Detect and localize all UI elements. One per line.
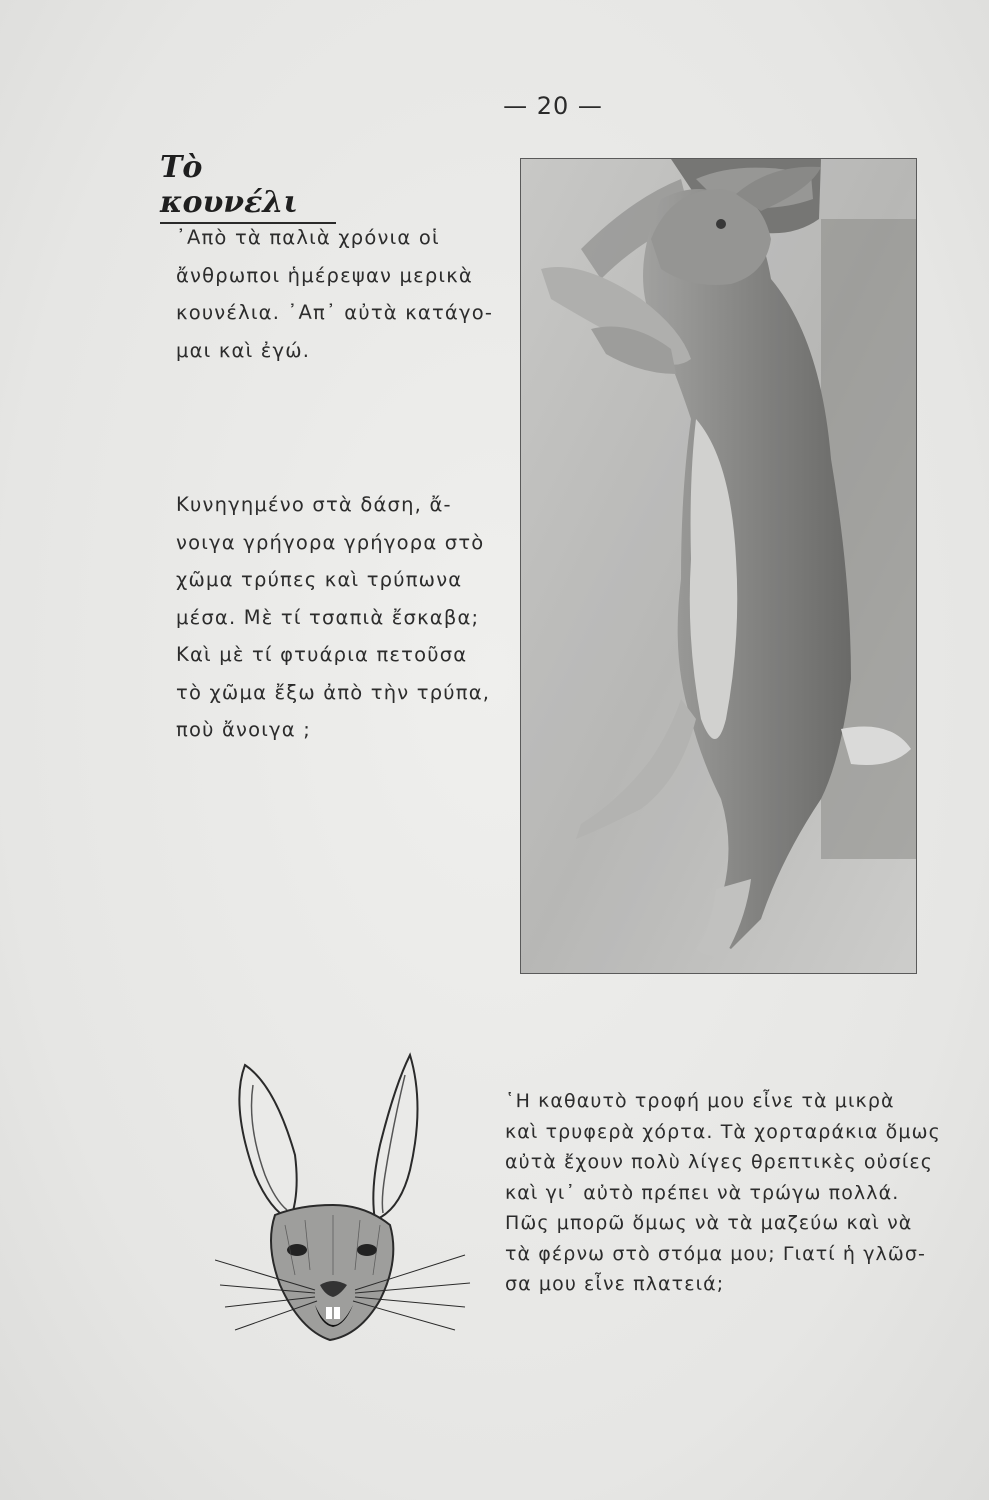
page-title: Τὸ κουνέλι	[160, 150, 336, 224]
text-line: μέσα. Μὲ τί τσαπιὰ ἔσκαβα;	[176, 605, 480, 629]
page-number: — 20 —	[503, 92, 603, 120]
text-line: ᾿Απὸ τὰ παλιὰ χρόνια οἱ	[176, 226, 440, 249]
text-line: νοιγα γρήγορα γρήγορα στὸ	[176, 530, 485, 554]
hare-photograph	[520, 158, 917, 974]
hare-photo-illustration	[521, 159, 917, 974]
text-line: κουνέλια. ᾿Απ᾿ αὐτὰ κατάγο-	[176, 301, 494, 324]
text-line: χῶμα τρύπες καὶ τρύπωνα	[176, 568, 463, 591]
text-line: καὶ τρυφερὰ χόρτα. Τὰ χορταράκια ὅμως	[505, 1120, 941, 1143]
text-line: αὐτὰ ἔχουν πολὺ λίγες θρεπτικὲς οὐσίες	[505, 1151, 933, 1173]
rabbit-head-icon	[215, 1045, 475, 1345]
text-line: ποὺ ἄνοιγα ;	[176, 718, 311, 741]
text-line: ἄνθρωποι ἡμέρεψαν μερικὰ	[176, 263, 473, 287]
text-line: σα μου εἶνε πλατειά;	[505, 1273, 725, 1295]
text-line: τὸ χῶμα ἔξω ἀπὸ τὴν τρύπα,	[176, 680, 491, 704]
rabbit-head-engraving	[215, 1045, 475, 1345]
paragraph-hunted	[176, 486, 506, 749]
text-line: μαι καὶ ἐγώ.	[176, 338, 311, 362]
text-line: Καὶ μὲ τί φτυάρια πετοῦσα	[176, 643, 468, 666]
paragraph-food	[505, 1086, 975, 1300]
text-line: τὰ φέρνω στὸ στόμα μου; Γιατί ἡ γλῶσ-	[505, 1242, 927, 1265]
text-line: καὶ γι᾿ αὐτὸ πρέπει νὰ τρώγω πολλά.	[505, 1181, 900, 1204]
paragraph-intro	[176, 219, 496, 369]
text-line: Κυνηγημένο στὰ δάση, ἄ-	[176, 493, 452, 516]
text-line: ῾Η καθαυτὸ τροφή μου εἶνε τὰ μικρὰ	[505, 1090, 895, 1112]
text-line: Πῶς μπορῶ ὅμως νὰ τὰ μαζεύω καὶ νὰ	[505, 1212, 913, 1234]
